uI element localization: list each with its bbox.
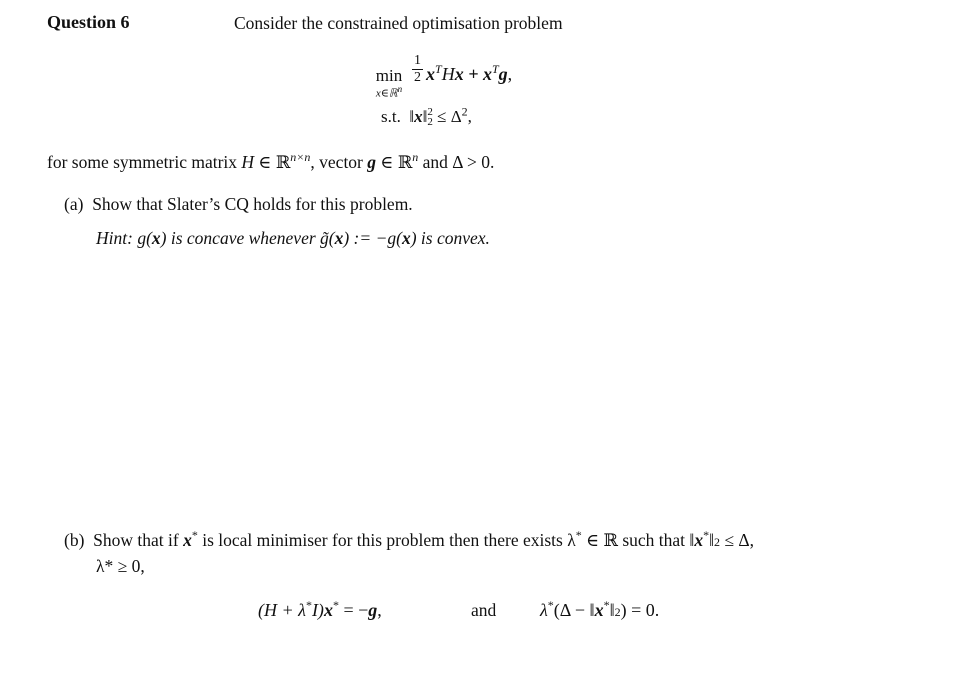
- half-fraction: 1 2: [414, 53, 421, 85]
- condition-text: for some symmetric matrix H ∈ ℝ$^{n\times n}$, vector g ∈ ℝ$^n$ and Δ > 0.: [47, 150, 495, 172]
- part-a-hint: Hint: g(x) is concave whenever g̃(x) := −g(x) is convex.: [96, 228, 490, 248]
- part-b-label: (b): [64, 530, 85, 550]
- part-a-label: (a): [64, 194, 84, 214]
- and-word: and: [471, 600, 497, 620]
- part-a-prompt: (a) Show that Slater’s CQ holds for this problem.: [64, 194, 413, 214]
- part-b-equation-2: λ*(Δ − ‖x*‖2) = 0.: [540, 598, 660, 620]
- part-b-equation-1: (H + λ*I)x* = −g,: [258, 598, 382, 620]
- constraint-line: s.t. ‖x‖ 2 2 ≤ $\Delta^2$,: [381, 104, 472, 129]
- question-label: Question 6: [47, 12, 130, 32]
- min-operator: min x∈ℝ$^n$: [375, 66, 403, 100]
- objective-expression: $x^THx + x^Tg$,: [426, 62, 513, 84]
- part-b-line2: λ* ≥ 0,: [96, 556, 145, 576]
- part-b-prompt: (b) Show that if x* is local minimiser for this problem then there exists λ* ∈ ℝ such that ‖x*‖2 ≤ Δ,: [64, 528, 754, 550]
- question-intro: Consider the constrained optimisation problem: [234, 13, 563, 33]
